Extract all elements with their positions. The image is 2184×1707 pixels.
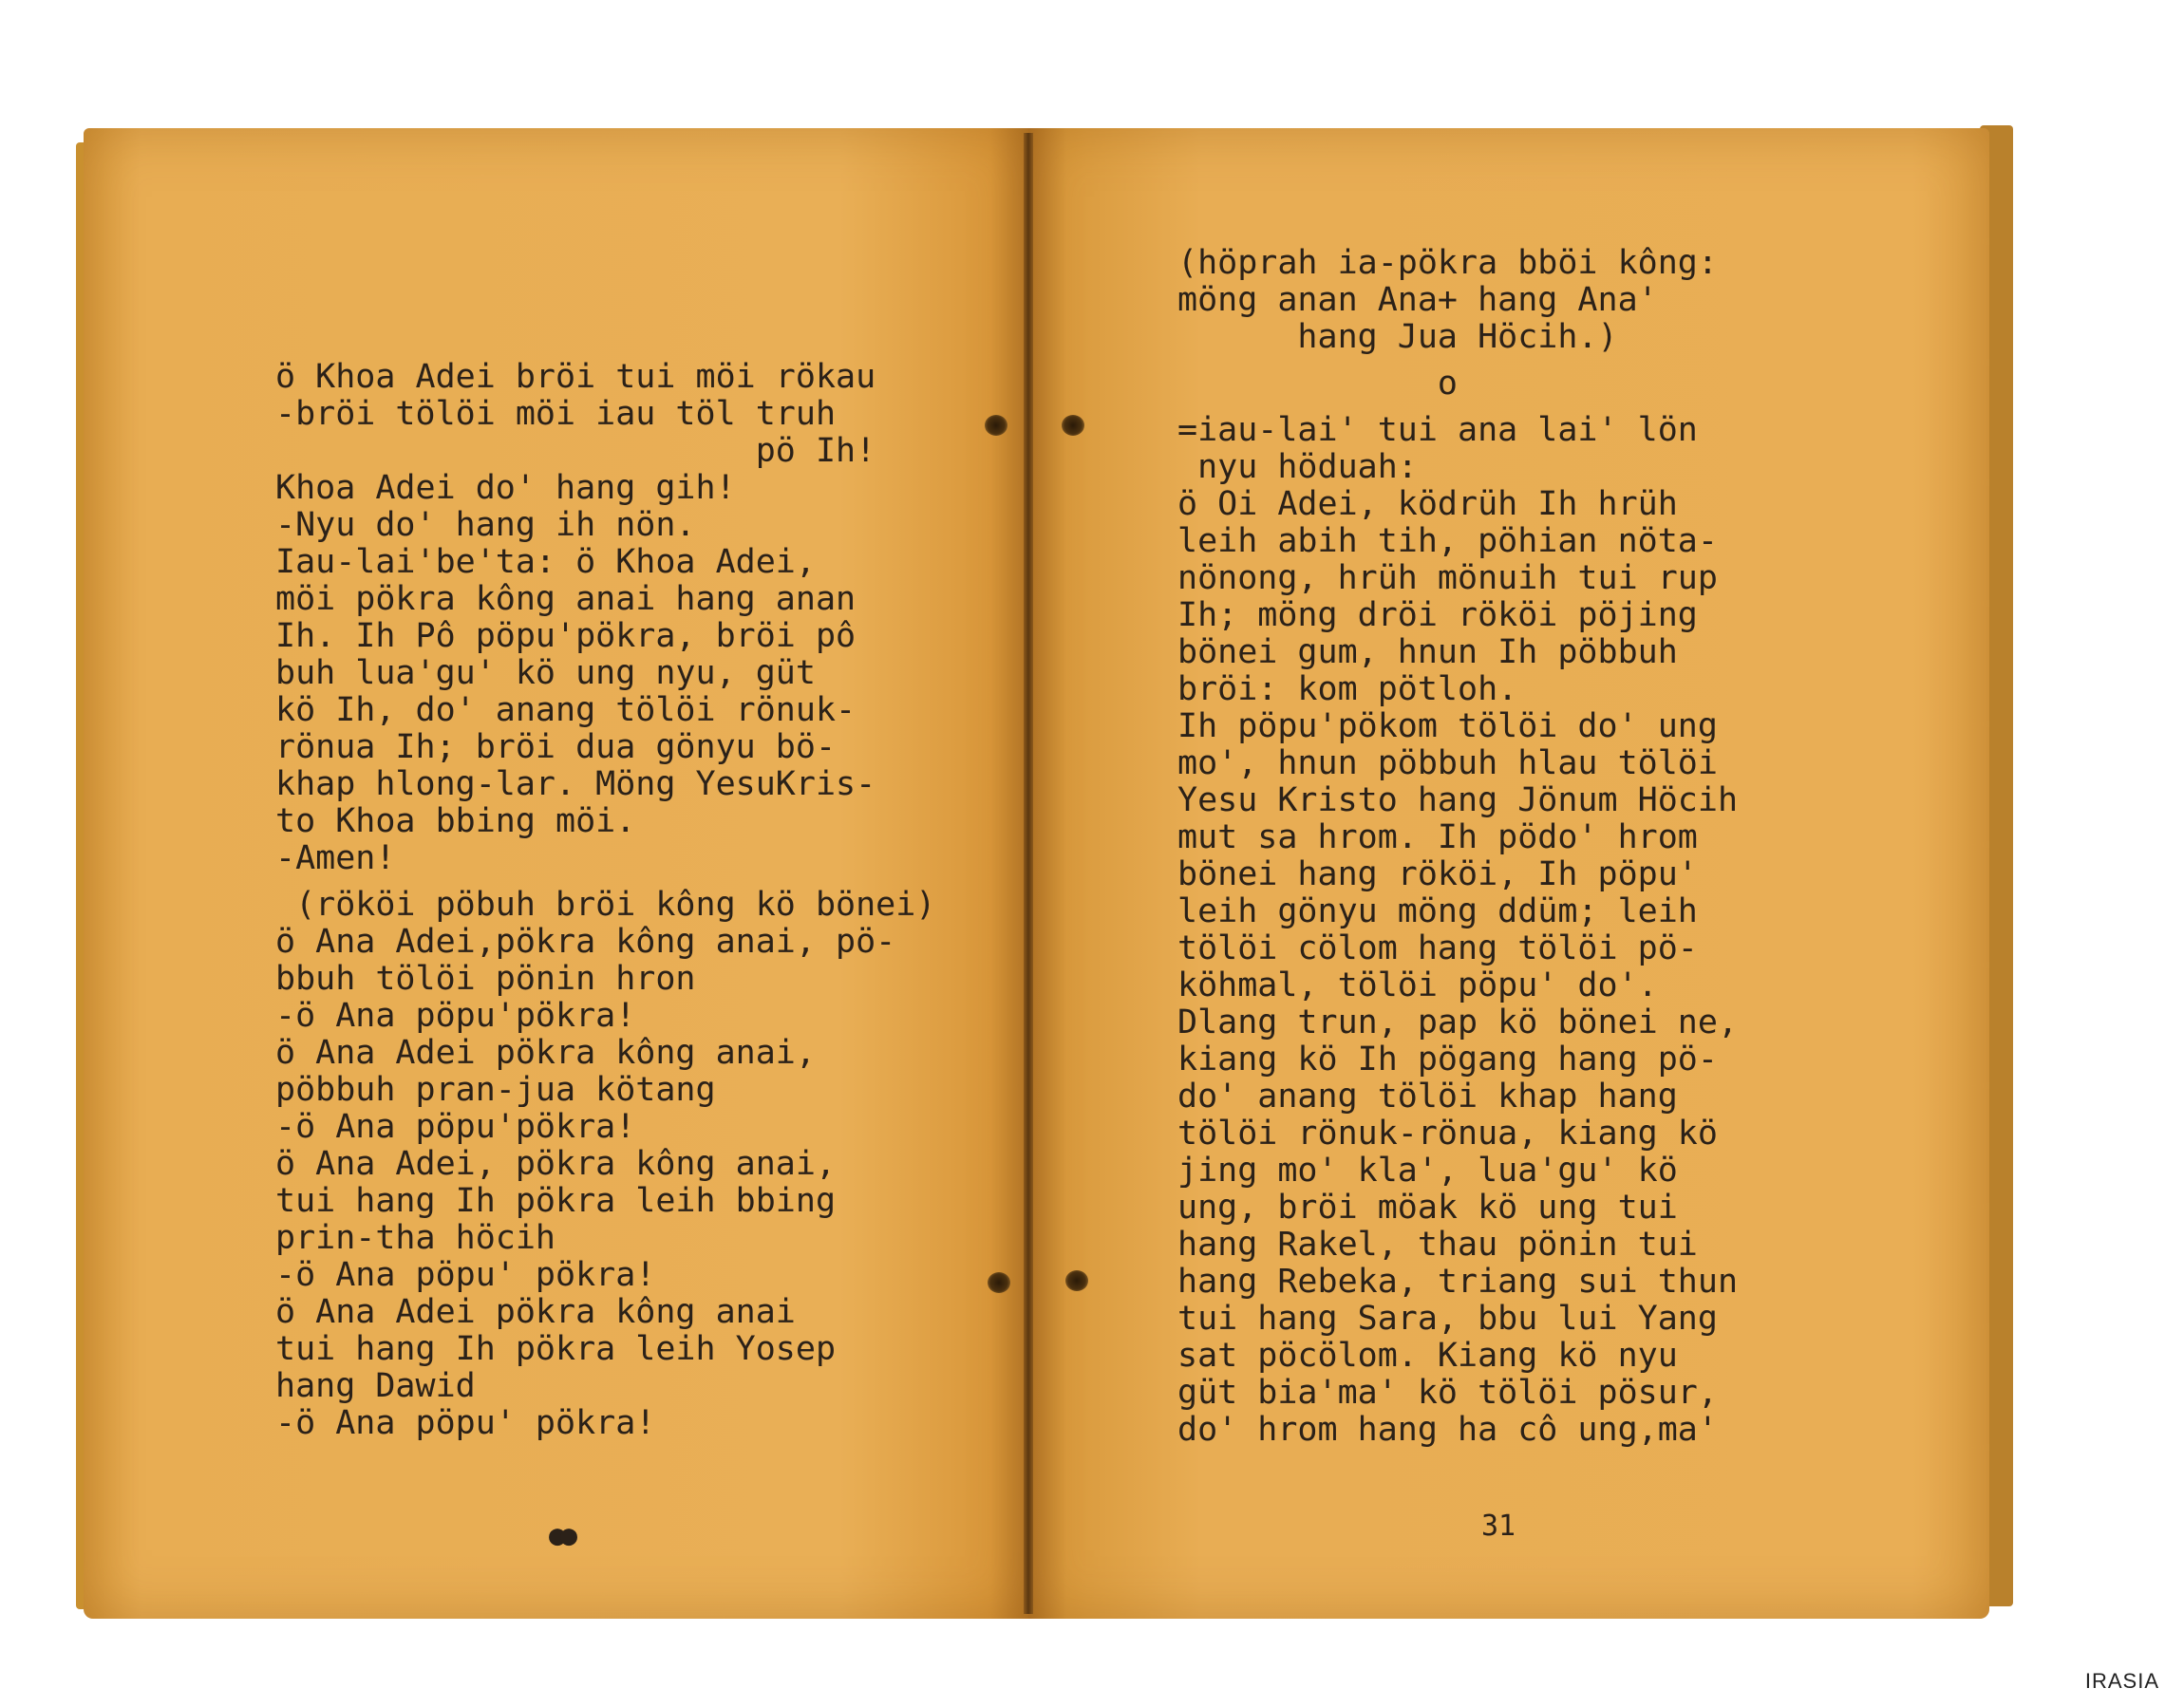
left-page-line: -ö Ana pöpu' pökra!	[275, 1404, 656, 1442]
right-page-line: ung, bröi möak kö ung tui	[1177, 1189, 1678, 1227]
right-page-line: sat pöcölom. Kiang kö nyu	[1177, 1337, 1678, 1375]
staple-hole-icon	[988, 1272, 1010, 1293]
credit-label: IRASIA	[2084, 1669, 2159, 1693]
right-page-line: Dlang trun, pap kö bönei ne,	[1177, 1004, 1739, 1041]
right-page-line: hang Rebeka, triang sui thun	[1177, 1263, 1739, 1301]
right-page-line: leih gönyu möng ddüm; leih	[1177, 892, 1698, 930]
left-page-line: prin-tha höcih	[275, 1219, 556, 1257]
left-page-line: bbuh tölöi pönin hron	[275, 960, 696, 998]
left-page-line: ö Ana Adei, pökra kông anai,	[275, 1145, 837, 1183]
right-page-line: hang Rakel, thau pönin tui	[1177, 1226, 1698, 1264]
right-page-line: leih abih tih, pöhian nöta-	[1177, 522, 1718, 560]
left-page-line: pöbbuh pran-jua kötang	[275, 1071, 716, 1109]
staple-hole-icon	[1062, 415, 1084, 436]
left-page-line: -Amen!	[275, 839, 396, 877]
left-page-line: to Khoa bbing möi.	[275, 802, 636, 840]
left-page-line: pö Ih!	[275, 432, 876, 470]
left-page-line: -bröi tölöi möi iau töl truh	[275, 395, 837, 433]
right-page-line: hang Jua Höcih.)	[1177, 318, 1618, 356]
right-page-line: bröi: kom pötloh.	[1177, 670, 1518, 708]
left-page-text	[275, 359, 935, 1442]
right-page-line: ö Oi Adei, ködrüh Ih hrüh	[1177, 485, 1678, 523]
right-page-line: nyu höduah:	[1177, 448, 1418, 486]
right-page-line: güt bia'ma' kö tölöi pösur,	[1177, 1374, 1718, 1412]
right-page-text	[1177, 245, 1738, 1449]
left-page-line: Ih. Ih Pô pöpu'pökra, bröi pô	[275, 617, 857, 655]
left-page-line: ö Ana Adei pökra kông anai,	[275, 1034, 816, 1072]
left-page-line: -ö Ana pöpu' pökra!	[275, 1256, 656, 1294]
right-page-line: Yesu Kristo hang Jönum Höcih	[1177, 781, 1739, 819]
left-page-line: buh lua'gu' kö ung nyu, güt	[275, 654, 816, 692]
right-page-line: bönei gum, hnun Ih pöbbuh	[1177, 633, 1678, 671]
right-page-number: 31	[1481, 1510, 1516, 1543]
right-page-line: mo', hnun pöbbuh hlau tölöi	[1177, 744, 1718, 782]
right-page-line: (höprah ia-pökra bböi kông:	[1177, 244, 1718, 282]
right-page-line: do' hrom hang ha cô ung,ma'	[1177, 1411, 1718, 1449]
left-page-line: (rököi pöbuh bröi kông kö bönei)	[275, 886, 936, 924]
left-page-line: -Nyu do' hang ih nön.	[275, 506, 696, 544]
left-page-line: ö Ana Adei,pökra kông anai, pö-	[275, 923, 896, 961]
right-page-line: möng anan Ana+ hang Ana'	[1177, 281, 1658, 319]
right-page-line: bönei hang rököi, Ih pöpu'	[1177, 855, 1698, 893]
left-page-line: Iau-lai'be'ta: ö Khoa Adei,	[275, 543, 816, 581]
right-page-line: jing mo' kla', lua'gu' kö	[1177, 1152, 1678, 1190]
right-page-line: Ih pöpu'pökom tölöi do' ung	[1177, 707, 1718, 745]
right-page-line: o	[1177, 365, 1459, 403]
left-page-line: Khoa Adei do' hang gih!	[275, 469, 736, 507]
right-page-line: tui hang Sara, bbu lui Yang	[1177, 1300, 1718, 1338]
left-page-line: khap hlong-lar. Möng YesuKris-	[275, 765, 876, 803]
book-spine	[1024, 133, 1033, 1614]
right-page-line: tölöi cölom hang tölöi pö-	[1177, 929, 1698, 967]
staple-hole-icon	[1065, 1270, 1088, 1291]
left-page-line: kö Ih, do' anang tölöi rönuk-	[275, 691, 857, 729]
right-page-line: nönong, hrüh mönuih tui rup	[1177, 559, 1718, 597]
left-page-line: möi pökra kông anai hang anan	[275, 580, 857, 618]
left-page-line: tui hang Ih pökra leih Yosep	[275, 1330, 837, 1368]
left-page-line: rönua Ih; bröi dua gönyu bö-	[275, 728, 837, 766]
left-page-line: ö Khoa Adei bröi tui möi rökau	[275, 358, 876, 396]
right-page-line: Ih; möng dröi rököi pöjing	[1177, 596, 1698, 634]
right-page-line: köhmal, tölöi pöpu' do'.	[1177, 966, 1658, 1004]
right-page-line: do' anang tölöi khap hang	[1177, 1078, 1678, 1116]
right-page-line: mut sa hrom. Ih pödo' hrom	[1177, 818, 1698, 856]
left-page-line: ö Ana Adei pökra kông anai	[275, 1293, 796, 1331]
right-page-line: kiang kö Ih pögang hang pö-	[1177, 1041, 1718, 1079]
right-page-line: tölöi rönuk-rönua, kiang kö	[1177, 1115, 1718, 1153]
staple-hole-icon	[985, 415, 1007, 436]
right-page-line: =iau-lai' tui ana lai' lön	[1177, 411, 1698, 449]
left-page-line: hang Dawid	[275, 1367, 476, 1405]
left-page-line: -ö Ana pöpu'pökra!	[275, 1108, 636, 1146]
left-page-line: tui hang Ih pökra leih bbing	[275, 1182, 837, 1220]
left-page-number: ●●	[549, 1519, 573, 1552]
left-page-line: -ö Ana pöpu'pökra!	[275, 997, 636, 1035]
